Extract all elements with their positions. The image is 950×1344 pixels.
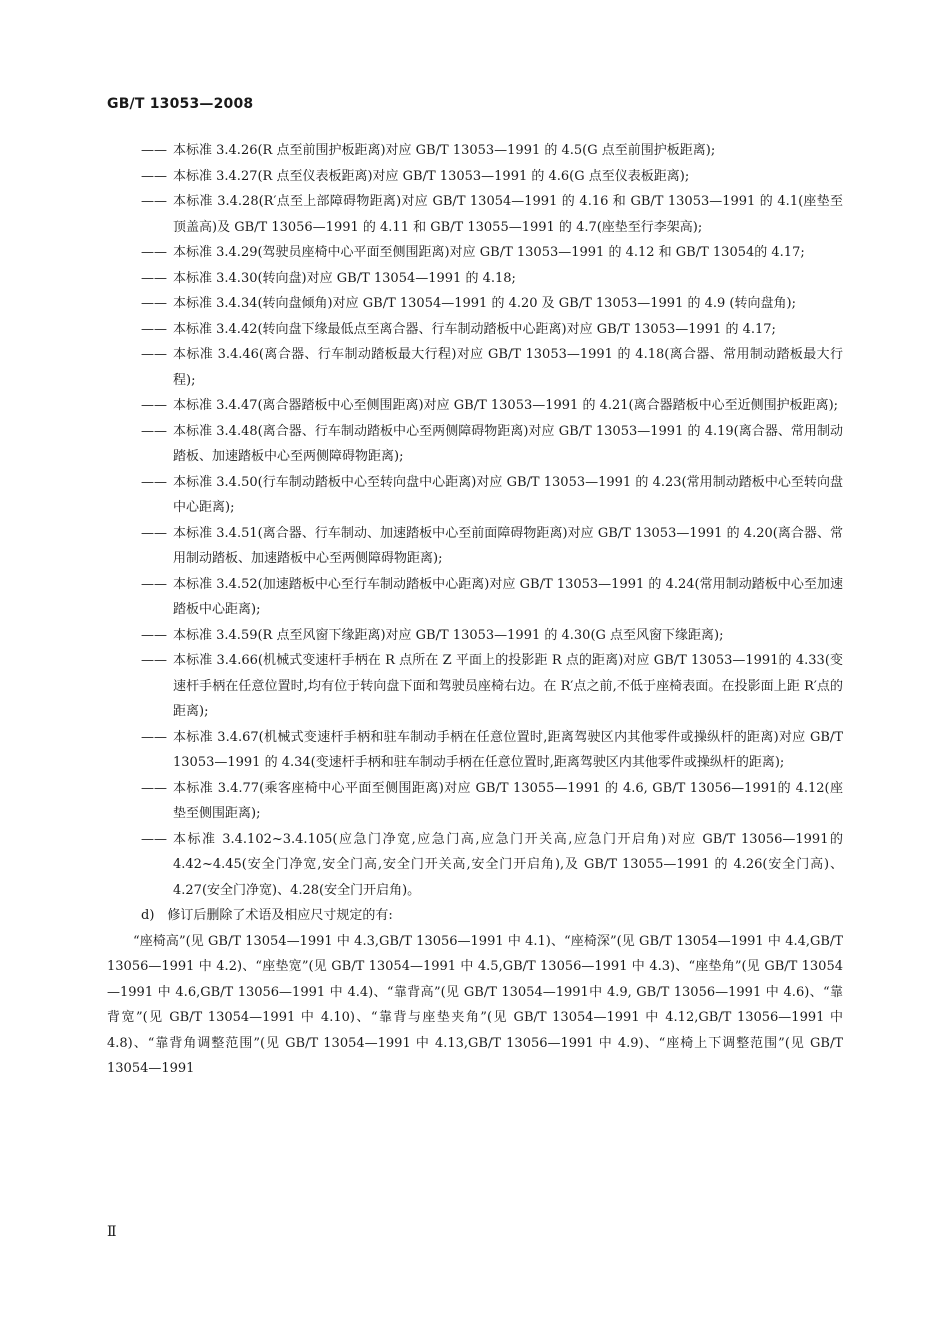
list-item [107,470,843,521]
list-item-text: 本标准 3.4.59(R 点至风窗下缘距离)对应 GB/T 13053—1991 的 4.30(G 点至风窗下缘距离); [173,627,724,643]
list-dash: —— [141,398,167,413]
list-dash: —— [141,653,167,668]
list-item [107,266,843,292]
list-item [107,189,843,240]
list-item [107,342,843,393]
list-item [107,776,843,827]
list-item [107,419,843,470]
list-item-text: 本标准 3.4.46(离合器、行车制动踏板最大行程)对应 GB/T 13053—1991 的 4.18(离合器、常用制动踏板最大行程); [173,347,843,388]
list-item-text: 本标准 3.4.66(机械式变速杆手柄在 R 点所在 Z 平面上的投影距 R 点的距离)对应 GB/T 13053—1991的 4.33(变速杆手柄在任意位置时,均有位于转向盘下面和驾驶员座椅右边。在 R′点之前,不低于座椅表面。在投影面上距 R′点的距离); [173,653,843,719]
list-item [107,240,843,266]
list-item-text: 本标准 3.4.26(R 点至前围护板距离)对应 GB/T 13053—1991 的 4.5(G 点至前围护板距离); [173,143,716,158]
list-dash: —— [141,729,167,745]
list-dash: —— [141,296,167,311]
list-dash: —— [141,321,167,337]
list-item [107,393,843,419]
list-item [107,725,843,776]
document-body [107,138,843,1082]
list-item [107,648,843,725]
list-dash: —— [141,194,167,209]
list-dash: —— [141,525,167,541]
list-dash: —— [141,245,167,260]
list-item-text: 本标准 3.4.102~3.4.105(应急门净宽,应急门高,应急门开关高,应急门开启角)对应 GB/T 13056—1991的 4.42~4.45(安全门净宽,安全门高,安全门开关高,安全门开启角),及 GB/T 13055—1991 的 4.26(安全门高)、4.27(安全门净宽)、4.28(安全门开启角)。 [173,831,843,898]
list-dash: —— [141,474,167,490]
list-dash: —— [141,423,167,439]
list-dash: —— [141,347,167,362]
list-item-text: 本标准 3.4.47(离合器踏板中心至侧围距离)对应 GB/T 13053—1991 的 4.21(离合器踏板中心至近侧围护板距离); [173,398,839,413]
list-item-text: 本标准 3.4.27(R 点至仪表板距离)对应 GB/T 13053—1991 的 4.6(G 点至仪表板距离); [173,168,690,184]
list-item [107,164,843,190]
list-dash: —— [141,627,167,643]
list-item [107,572,843,623]
list-dash: —— [141,270,167,286]
list-item-text: 本标准 3.4.50(行车制动踏板中心至转向盘中心距离)对应 GB/T 13053—1991 的 4.23(常用制动踏板中心至转向盘中心距离); [173,474,843,515]
list-item-text: 本标准 3.4.52(加速踏板中心至行车制动踏板中心距离)对应 GB/T 13053—1991 的 4.24(常用制动踏板中心至加速踏板中心距离); [173,576,843,617]
list-dash: —— [141,143,167,158]
list-item [107,827,843,904]
list-item [107,317,843,343]
list-item [107,521,843,572]
list-item-text: 本标准 3.4.29(驾驶员座椅中心平面至侧围距离)对应 GB/T 13053—1991 的 4.12 和 GB/T 13054的 4.17; [173,245,805,260]
list-item-text: 本标准 3.4.51(离合器、行车制动、加速踏板中心至前面障碍物距离)对应 GB/T 13053—1991 的 4.20(离合器、常用制动踏板、加速踏板中心至两侧障碍物距离); [173,525,843,566]
list-item-text: 本标准 3.4.67(机械式变速杆手柄和驻车制动手柄在任意位置时,距离驾驶区内其他零件或操纵杆的距离)对应 GB/T 13053—1991 的 4.34(变速杆手柄和驻车制动手柄在任意位置时,距离驾驶区内其他零件或操纵杆的距离); [173,729,843,770]
list-item-text: 本标准 3.4.28(R′点至上部障碍物距离)对应 GB/T 13054—1991 的 4.16 和 GB/T 13053—1991 的 4.1(座垫至顶盖高)及 GB/T 13056—1991 的 4.11 和 GB/T 13055—1991 的 4.7(座垫至行李架高); [173,194,843,235]
clause-d-body: “座椅高”(见 GB/T 13054—1991 中 4.3,GB/T 13056—1991 中 4.1)、“座椅深”(见 GB/T 13054—1991 中 4.4,GB/T 13056—1991 中 4.2)、“座垫宽”(见 GB/T 13054—1991 中 4.5,GB/T 13056—1991 中 4.3)、“座垫角”(见 GB/T 13054—1991 中 4.6,GB/T 13056—1991 中 4.4)、“靠背高”(见 GB/T 13054—1991中 4.9, GB/T 13056—1991 中 4.6)、“靠背宽”(见 GB/T 13054—1991 中 4.10)、“靠背与座垫夹角”(见 GB/T 13054—1991 中 4.12,GB/T 13056—1991 中 4.8)、“靠背角调整范围”(见 GB/T 13054—1991 中 4.13,GB/T 13056—1991 中 4.9)、“座椅上下调整范围”(见 GB/T 13054—1991 [107,933,843,1076]
list-item-text: 本标准 3.4.48(离合器、行车制动踏板中心至两侧障碍物距离)对应 GB/T 13053—1991 的 4.19(离合器、常用制动踏板、加速踏板中心至两侧障碍物距离); [173,423,843,464]
list-item-text: 本标准 3.4.42(转向盘下缘最低点至离合器、行车制动踏板中心距离)对应 GB/T 13053—1991 的 4.17; [173,321,776,337]
document-code-header: GB/T 13053—2008 [107,96,254,112]
list-item-text: 本标准 3.4.30(转向盘)对应 GB/T 13054—1991 的 4.18; [173,270,516,286]
list-item [107,138,843,164]
list-dash: —— [141,780,167,796]
list-dash: —— [141,831,167,847]
list-item-text: 本标准 3.4.34(转向盘倾角)对应 GB/T 13054—1991 的 4.20 及 GB/T 13053—1991 的 4.9 (转向盘角); [173,296,796,311]
list-item [107,623,843,649]
list-dash: —— [141,576,167,592]
list-item-text: 本标准 3.4.77(乘客座椅中心平面至侧围距离)对应 GB/T 13055—1991 的 4.6, GB/T 13056—1991的 4.12(座垫至侧围距离); [173,780,843,821]
list-item [107,291,843,317]
clause-d-heading: d) 修订后删除了术语及相应尺寸规定的有: [141,908,393,923]
list-dash: —— [141,168,167,184]
page-number: Ⅱ [107,1224,117,1240]
